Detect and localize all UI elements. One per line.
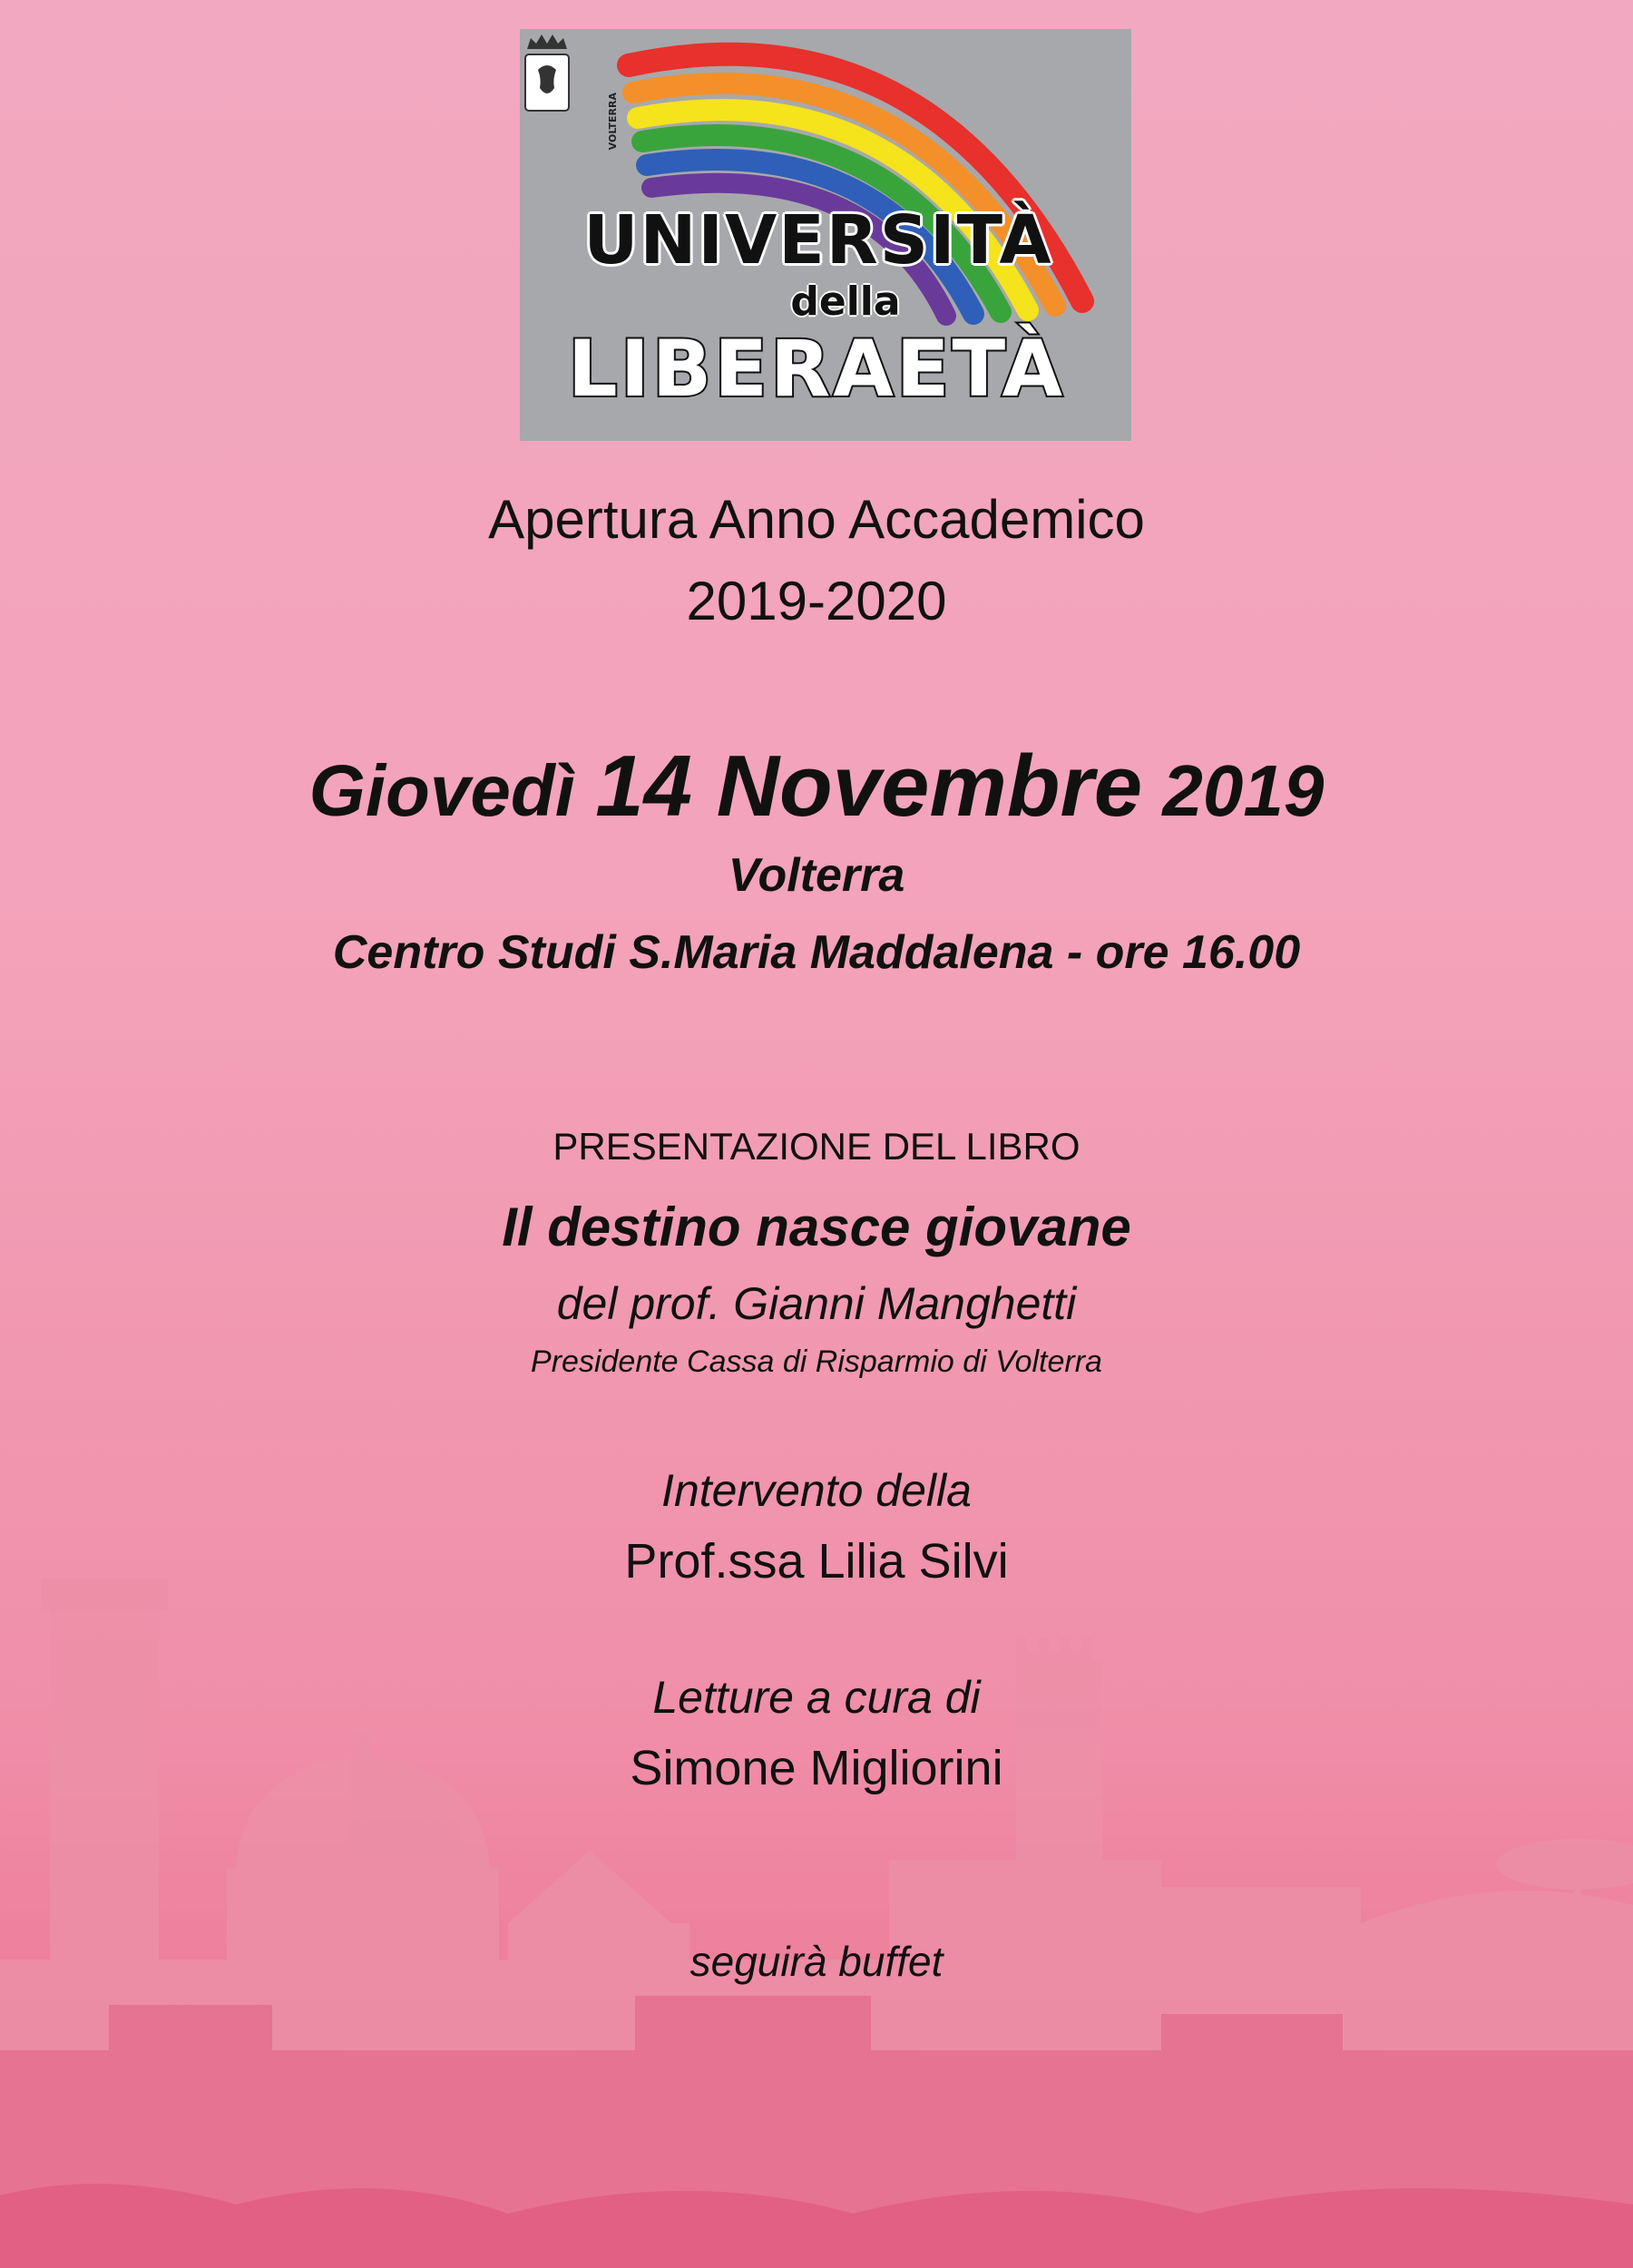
logo-title-universita: UNIVERSITÀ [583, 201, 1053, 279]
book-author: del prof. Gianni Manghetti [556, 1278, 1077, 1329]
event-city: Volterra [728, 849, 905, 902]
logo-title-liberaeta: LIBERAETÀ [567, 324, 1066, 415]
readings-intro: Letture a cura di [652, 1672, 981, 1723]
crest-label: VOLTERRA [607, 93, 619, 151]
volterra-crest-icon [520, 29, 574, 129]
event-date [0, 737, 1633, 836]
speaker-name: Prof.ssa Lilia Silvi [624, 1534, 1009, 1589]
buffet-note: seguirà buffet [689, 1938, 944, 1985]
book-presentation-label: PRESENTAZIONE DEL LIBRO [552, 1125, 1081, 1168]
readings-name: Simone Migliorini [630, 1741, 1003, 1795]
speaker-intro: Intervento della [661, 1465, 972, 1516]
event-venue-time: Centro Studi S.Maria Maddalena - ore 16.00 [332, 926, 1301, 979]
event-day-month: 14 Novembre [595, 738, 1143, 835]
book-title: Il destino nasce giovane [502, 1197, 1131, 1257]
event-weekday: Giovedì [308, 750, 575, 831]
book-author-role: Presidente Cassa di Risparmio di Volterra [531, 1344, 1102, 1379]
event-year: 2019 [1162, 750, 1325, 831]
logo-title-della: della [790, 279, 901, 325]
academic-year-heading: Apertura Anno Accademico [488, 489, 1145, 550]
universita-liberaeta-logo [520, 29, 1131, 441]
academic-year: 2019-2020 [686, 571, 947, 631]
